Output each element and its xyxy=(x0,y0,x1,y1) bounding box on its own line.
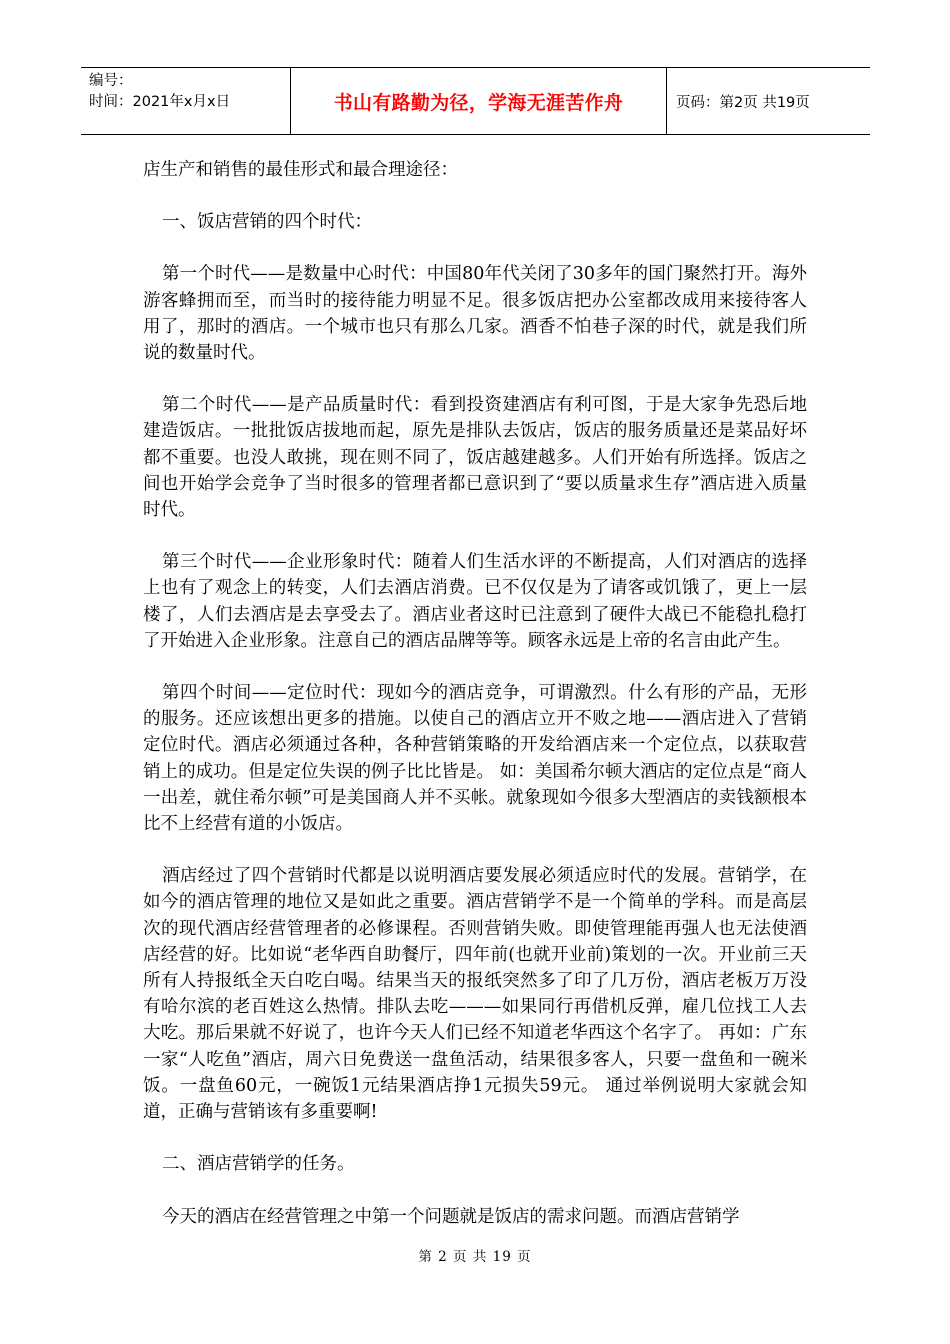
paragraph-era-three: 第三个时代——企业形象时代：随着人们生活水评的不断提高，人们对酒店的选择上也有了观念上的转变，人们去酒店消费。已不仅仅是为了请客或饥饿了，更上一层楼了，人们去酒店是去享受去了。酒店业者这时已注意到了硬件大战已不能稳扎稳打了开始进入企业形象。注意自己的酒店品牌等等。顾客永远是上帝的名言由此产生。 xyxy=(143,552,807,651)
section-heading-marketing-tasks: 二、酒店营销学的任务。 xyxy=(162,1154,355,1175)
paragraph-era-four: 第四个时间——定位时代：现如今的酒店竞争，可谓激烈。什么有形的产品，无形的服务。还应该想出更多的措施。以使自己的酒店立开不败之地——酒店进入了营销定位时代。酒店必须通过各种，各种营销策略的开发给酒店来一个定位点，以获取营销上的成功。但是定位失误的例子比比皆是。 如：美国希尔顿大酒店的定位点是“商人一出差，就住希尔顿”可是美国商人并不买帐。就象现如今很多大型酒店的卖钱额根本比不上经营有道的小饭店。 xyxy=(143,683,807,835)
document-number-label: 编号： xyxy=(89,73,133,89)
paragraph-demand-problem: 今天的酒店在经营管理之中第一个问题就是饭店的需求问题。而酒店营销学 xyxy=(162,1206,740,1227)
paragraph-summary-examples: 酒店经过了四个营销时代都是以说明酒店要发展必须适应时代的发展。营销学，在如今的酒店管理的地位又是如此之重要。酒店营销学不是一个简单的学科。而是高层次的现代酒店经营管理者的必修课程。否则营销失败。即使管理能再强人也无法使酒店经营的好。比如说“老华西自助餐厅，四年前(也就开业前)策划的一次。开业前三天所有人持报纸全天白吃白喝。结果当天的报纸突然多了印了几万份，酒店老板万万没有哈尔滨的老百姓这么热情。排队去吃———如果同行再借机反弹，雇几位找工人去大吃。那后果就不好说了，也许今天人们已经不知道老华西这个名字了。 再如：广东一家“人吃鱼”酒店，周六日免费送一盘鱼活动，结果很多客人，只要一盘鱼和一碗米饭。一盘鱼60元，一碗饭1元结果酒店挣1元损失59元。 通过举例说明大家就会知道，正确与营销该有多重要啊! xyxy=(143,866,807,1123)
header-meta-cell xyxy=(81,68,291,135)
paragraph-continuation: 店生产和销售的最佳形式和最合理途径： xyxy=(143,160,458,180)
page-footer: 第 2 页 共 19 页 xyxy=(418,1249,532,1265)
header-motto: 书山有路勤为径，学海无涯苦作舟 xyxy=(291,68,667,135)
section-heading-four-eras: 一、饭店营销的四个时代： xyxy=(162,212,372,233)
paragraph-era-one: 第一个时代——是数量中心时代：中国80年代关闭了30多年的国门聚然打开。海外游客蜂拥而至，而当时的接待能力明显不足。很多饭店把办公室都改成用来接待客人用了，那时的酒店。一个城市也只有那么几家。酒香不怕巷子深的时代，就是我们所说的数量时代。 xyxy=(143,264,807,364)
header-page-info: 页码：第2页 共19页 xyxy=(667,68,871,135)
document-time-label: 时间：2021年x月x日 xyxy=(89,94,231,110)
page-header xyxy=(81,67,870,135)
paragraph-era-two: 第二个时代——是产品质量时代：看到投资建酒店有利可图，于是大家争先恐后地建造饭店。一批批饭店拔地而起，原先是排队去饭店，饭店的服务质量还是菜品好坏都不重要。也没人敢挑，现在则不同了，饭店越建越多。人们开始有所选择。饭店之间也开始学会竞争了当时很多的管理者都已意识到了“要以质量求生存”酒店进入质量时代。 xyxy=(143,395,807,521)
document-body xyxy=(143,157,807,1256)
